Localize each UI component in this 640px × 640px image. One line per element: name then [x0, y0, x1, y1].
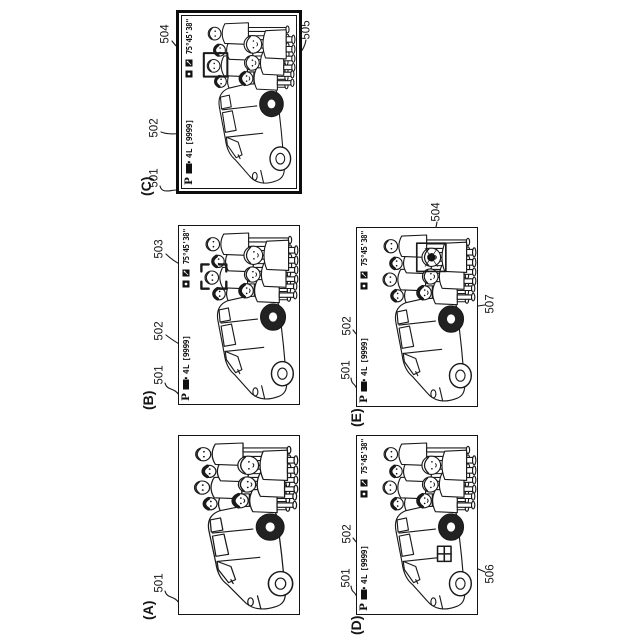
ref-numeral-501: 501	[153, 573, 166, 593]
camera-display-panel-e	[356, 227, 478, 407]
status-bar	[183, 19, 195, 185]
live-view-scene	[179, 436, 299, 614]
gps-coordinates: 75°45'38"	[359, 231, 369, 267]
gps-icon	[182, 280, 190, 288]
ref-numeral-502: 502	[341, 316, 354, 336]
image-quality-label: 4L	[184, 148, 194, 159]
gps-icon	[360, 282, 368, 290]
battery-icon	[360, 379, 368, 392]
leader-line-a-501	[165, 591, 179, 603]
status-bar	[358, 231, 370, 403]
leader-line-b-501	[165, 383, 179, 395]
battery-icon	[182, 377, 190, 390]
live-view-screen-e	[357, 228, 477, 406]
ref-numeral-502: 502	[148, 118, 161, 138]
live-view-screen-c	[181, 15, 297, 189]
battery-icon	[360, 587, 368, 600]
shooting-mode-label: P	[180, 393, 192, 401]
shots-remaining: [9999]	[184, 119, 194, 146]
compass-icon	[182, 269, 190, 277]
gps-icon	[360, 490, 368, 498]
gps-icon	[185, 70, 193, 78]
live-view-scene	[194, 16, 296, 188]
camera-display-panel-b	[178, 225, 300, 405]
shots-remaining: [9999]	[359, 545, 369, 572]
live-view-scene	[369, 228, 477, 406]
compass-icon	[360, 479, 368, 487]
ref-numeral-506: 506	[484, 564, 497, 584]
ref-numeral-504: 504	[159, 24, 172, 44]
gps-coordinates: 75°45'38"	[184, 19, 194, 55]
status-bar	[358, 439, 370, 611]
live-view-screen-d	[357, 436, 477, 614]
camera-display-panel-a	[178, 435, 300, 615]
ref-numeral-501: 501	[340, 568, 353, 588]
compass-icon	[185, 59, 193, 67]
live-view-scene	[191, 226, 299, 404]
gps-coordinates: 75°45'38"	[359, 439, 369, 475]
battery-icon	[185, 161, 193, 174]
shooting-mode-label: P	[358, 395, 370, 403]
live-view-screen-b	[179, 226, 299, 404]
ref-numeral-501: 501	[148, 168, 161, 188]
live-view-scene	[369, 436, 477, 614]
camera-display-panel-d	[356, 435, 478, 615]
image-quality-label: 4L	[359, 574, 369, 585]
panel-label-c: (C)	[138, 176, 154, 196]
panel-label-a: (A)	[140, 600, 156, 620]
gps-coordinates: 75°45'38"	[181, 229, 191, 265]
panel-label-d: (D)	[348, 615, 364, 635]
camera-display-panel-c	[176, 10, 302, 194]
panel-label-b: (B)	[140, 390, 156, 410]
shots-remaining: [9999]	[181, 335, 191, 362]
ref-numeral-507: 507	[484, 294, 497, 314]
ref-numeral-504: 504	[430, 202, 443, 222]
leader-line-c-501	[160, 186, 177, 191]
ref-numeral-501: 501	[340, 360, 353, 380]
ref-numeral-505: 505	[300, 20, 313, 40]
ref-numeral-501: 501	[153, 365, 166, 385]
ref-numeral-502: 502	[153, 321, 166, 341]
shots-remaining: [9999]	[359, 337, 369, 364]
compass-icon	[360, 271, 368, 279]
shooting-mode-label: P	[358, 603, 370, 611]
ref-numeral-503: 503	[153, 239, 166, 259]
panel-label-e: (E)	[348, 408, 364, 427]
shooting-mode-label: P	[183, 177, 195, 185]
ref-numeral-502: 502	[341, 524, 354, 544]
image-quality-label: 4L	[181, 364, 191, 375]
image-quality-label: 4L	[359, 366, 369, 377]
status-bar	[180, 229, 192, 401]
live-view-screen-a	[179, 436, 299, 614]
